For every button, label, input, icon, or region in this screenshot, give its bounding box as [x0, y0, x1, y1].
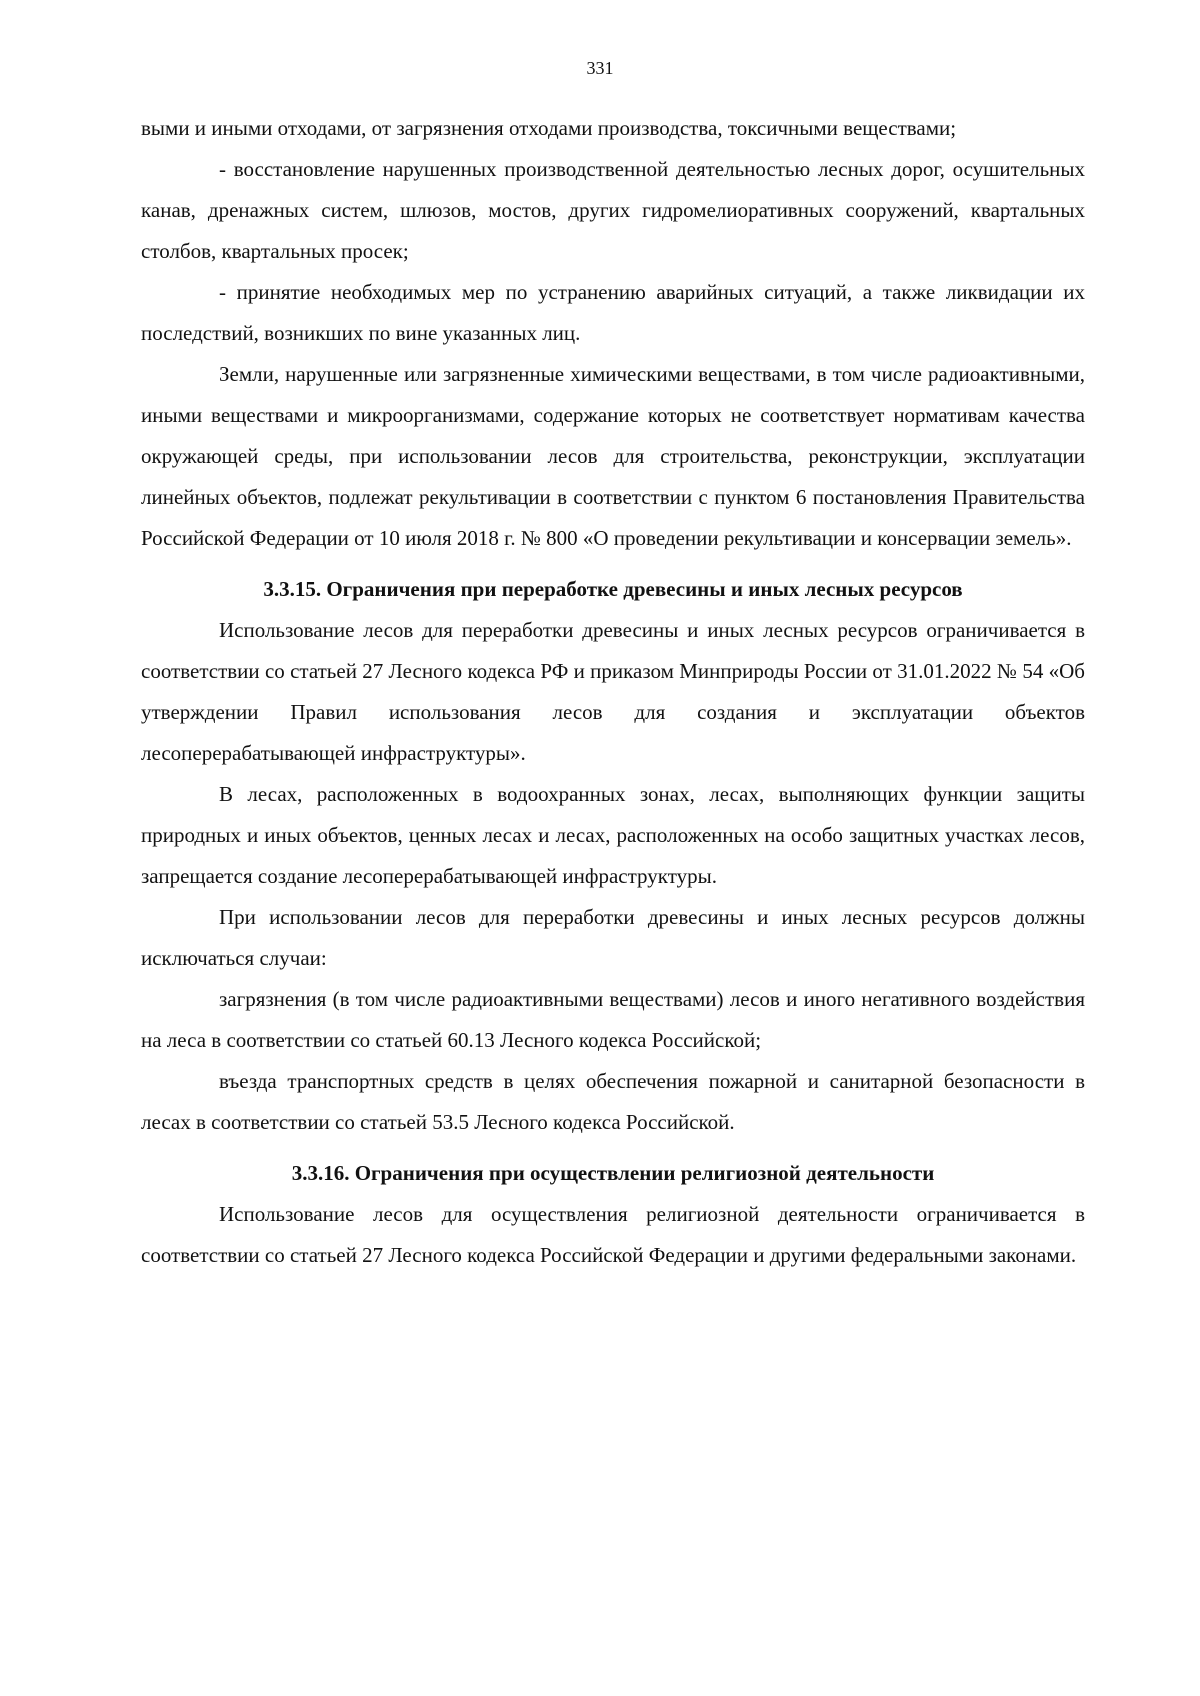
paragraph-emergency-list-item: - принятие необходимых мер по устранению аварийных ситуаций, а также ликвидации их последствий, возникших по вине указанных лиц.	[141, 280, 1085, 345]
paragraph-3-3-15-vehicles: въезда транспортных средств в целях обеспечения пожарной и санитарной безопасности в лесах в соответствии со статьей 53.5 Лесного кодекса Российской.	[141, 1069, 1085, 1134]
paragraph-3-3-16-intro: Использование лесов для осуществления религиозной деятельности ограничивается в соответствии со статьей 27 Лесного кодекса Российской Федерации и другими федеральными законами.	[141, 1202, 1085, 1267]
section-heading-3-3-15: 3.3.15. Ограничения при переработке древесины и иных лесных ресурсов	[263, 577, 963, 601]
paragraph-restoration-list-item: - восстановление нарушенных производственной деятельностью лесных дорог, осушительных канав, дренажных систем, шлюзов, мостов, других гидромелиоративных сооружений, квартальных столбов, квартальных просек;	[141, 157, 1085, 263]
document-body	[141, 108, 1085, 1276]
paragraph-3-3-15-exclusions: При использовании лесов для переработки древесины и иных лесных ресурсов должны исключаться случаи:	[141, 905, 1085, 970]
paragraph-3-3-15-prohibition: В лесах, расположенных в водоохранных зонах, лесах, выполняющих функции защиты природных и иных объектов, ценных лесах и лесах, расположенных на особо защитных участках лесов, запрещается создание лесоперерабатывающей инфраструктуры.	[141, 782, 1085, 888]
paragraph-3-3-15-pollution: загрязнения (в том числе радиоактивными веществами) лесов и иного негативного воздействия на леса в соответствии со статьей 60.13 Лесного кодекса Российской;	[141, 987, 1085, 1052]
paragraph-recultivation: Земли, нарушенные или загрязненные химическими веществами, в том числе радиоактивными, иными веществами и микроорганизмами, содержание которых не соответствует нормативам качества окружающей среды, при использовании лесов для строительства, реконструкции, эксплуатации линейных объектов, подлежат рекультивации в соответствии с пунктом 6 постановления Правительства Российской Федерации от 10 июля 2018 г. № 800 «О проведении рекультивации и консервации земель».	[141, 362, 1085, 550]
section-heading-3-3-16: 3.3.16. Ограничения при осуществлении религиозной деятельности	[291, 1161, 935, 1185]
paragraph-3-3-15-intro: Использование лесов для переработки древесины и иных лесных ресурсов ограничивается в соответствии со статьей 27 Лесного кодекса РФ и приказом Минприроды России от 31.01.2022 № 54 «Об утверждении Правил использования лесов для создания и эксплуатации объектов лесоперерабатывающей инфраструктуры».	[141, 618, 1085, 765]
page-number: 331	[586, 58, 614, 78]
paragraph-continuation: выми и иными отходами, от загрязнения отходами производства, токсичными веществами;	[141, 116, 957, 140]
